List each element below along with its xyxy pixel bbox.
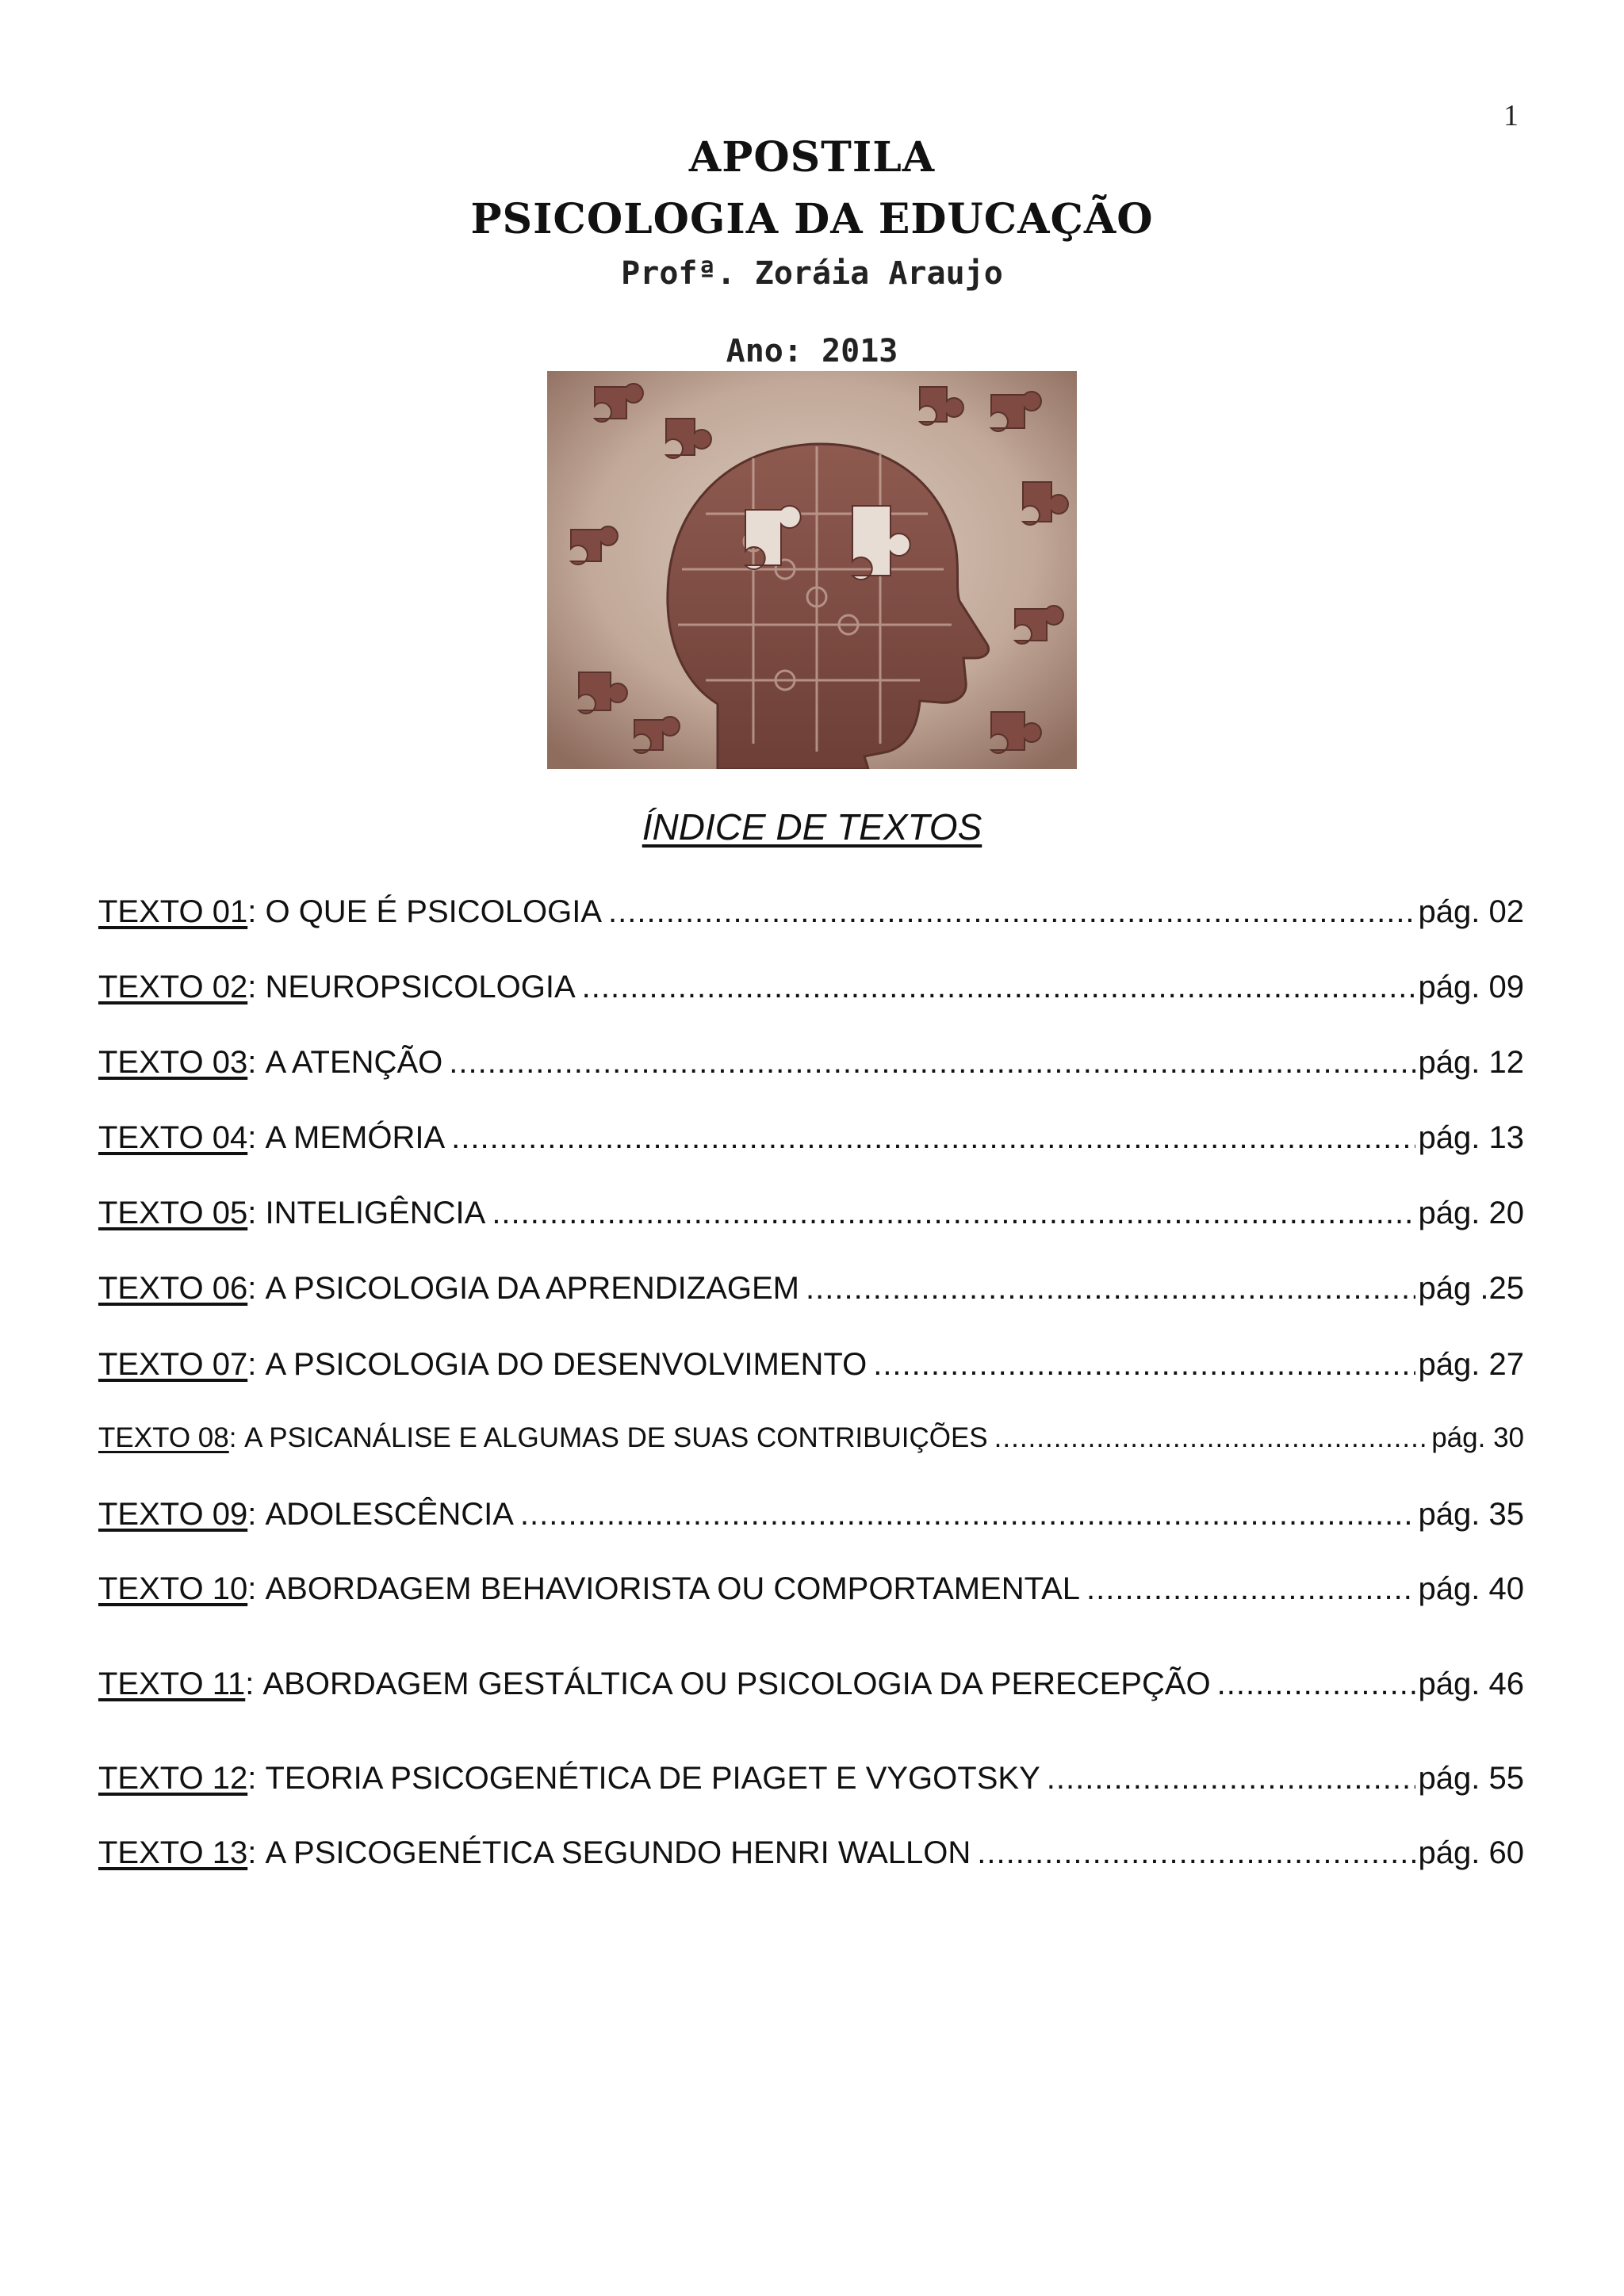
toc-entry-leader-dots [1086,1570,1415,1608]
toc-entry-leader-dots [582,968,1415,1006]
toc-entry-leader-dots [1217,1665,1415,1703]
toc-entry[interactable] [98,1665,1524,1703]
toc-entry-page: pág. 20 [1418,1196,1524,1230]
toc-entry-leader-dots [806,1269,1415,1307]
toc-entry-code[interactable]: TEXTO 10 [98,1571,248,1606]
toc-entry-separator: : [247,1120,266,1155]
toc-entry-separator: : [228,1422,245,1453]
toc-entry-leader-dots [873,1345,1415,1383]
toc-entry[interactable] [98,1119,1524,1157]
toc-entry-separator: : [247,1347,266,1382]
toc-entry[interactable] [98,968,1524,1006]
toc-entry-code[interactable]: TEXTO 04 [98,1120,248,1155]
toc-entry-page: pág. 40 [1418,1571,1524,1606]
toc-entry[interactable] [98,1194,1524,1232]
toc-entry-title: NEUROPSICOLOGIA [265,970,576,1004]
toc-entry-code[interactable]: TEXTO 05 [98,1196,248,1230]
toc-entry-page: pág. 27 [1418,1347,1524,1382]
toc-entry-page: pág. 35 [1418,1497,1524,1532]
toc-entry-code[interactable]: TEXTO 08 [98,1422,229,1453]
toc-entry-separator: : [247,1761,266,1796]
toc-entry-page: pág. 12 [1418,1045,1524,1080]
toc-entry-separator: : [247,1497,266,1532]
toc-entry-title: A ATENÇÃO [265,1045,443,1080]
toc-entry-separator: : [247,970,266,1004]
toc-entry-leader-dots [994,1422,1429,1455]
toc-entry-title: TEORIA PSICOGENÉTICA DE PIAGET E VYGOTSKY [265,1761,1040,1796]
toc-entry-code[interactable]: TEXTO 13 [98,1835,248,1870]
toc-entry-leader-dots [492,1194,1415,1232]
document-subtitle: PSICOLOGIA DA EDUCAÇÃO [470,195,1154,243]
toc-entry-page: pág. 09 [1418,970,1524,1004]
toc-entry-separator: : [247,1571,266,1606]
toc-entry-leader-dots [977,1834,1415,1872]
toc-entry-code[interactable]: TEXTO 07 [98,1347,248,1382]
toc-entry-title: ADOLESCÊNCIA [265,1497,514,1532]
toc-entry-leader-dots [608,893,1415,931]
toc-entry-code[interactable]: TEXTO 03 [98,1045,248,1080]
toc-entry-code[interactable]: TEXTO 11 [98,1667,246,1701]
document-title: APOSTILA [688,133,936,182]
toc-entry-title: A MEMÓRIA [265,1120,446,1155]
toc-entry-title: ABORDAGEM GESTÁLTICA OU PSICOLOGIA DA PERECEPÇÃO [262,1667,1211,1701]
toc-entry[interactable] [98,1570,1524,1608]
toc-entry-title: A PSICOLOGIA DA APRENDIZAGEM [265,1271,800,1306]
toc-entry[interactable] [98,1495,1524,1533]
toc-entry-code[interactable]: TEXTO 06 [98,1271,248,1306]
toc-entry-title: INTELIGÊNCIA [265,1196,486,1230]
toc-entry-leader-dots [449,1043,1415,1081]
toc-entry-title: A PSICANÁLISE E ALGUMAS DE SUAS CONTRIBUIÇÕES [244,1422,988,1453]
toc-entry[interactable] [98,893,1524,931]
toc-entry-title: O QUE É PSICOLOGIA [265,894,603,929]
toc-entry[interactable] [98,1269,1524,1307]
toc-entry-code[interactable]: TEXTO 09 [98,1497,248,1532]
toc-entry-title: A PSICOLOGIA DO DESENVOLVIMENTO [265,1347,868,1382]
toc-entry-code[interactable]: TEXTO 12 [98,1761,248,1796]
toc-entry-separator: : [247,1045,266,1080]
toc-entry-page: pág. 30 [1431,1422,1524,1453]
toc-entry-page: pág. 46 [1418,1667,1524,1701]
toc-entry-page: pág. 13 [1418,1120,1524,1155]
author-name: Profª. Zoráia Araujo [621,255,1003,292]
toc-entry-page: pág. 02 [1418,894,1524,929]
toc-entry[interactable] [98,1759,1524,1797]
toc-entry-separator: : [245,1667,263,1701]
toc-entry-page: pág .25 [1418,1271,1524,1306]
toc-entry-title: A PSICOGENÉTICA SEGUNDO HENRI WALLON [265,1835,971,1870]
toc-entry-separator: : [247,894,266,929]
toc-entry-leader-dots [451,1119,1415,1157]
page-number: 1 [1503,99,1519,132]
toc-entry-code[interactable]: TEXTO 01 [98,894,248,929]
toc-entry-separator: : [247,1835,266,1870]
head-puzzle-image [547,371,1077,769]
toc-entry-page: pág. 60 [1418,1835,1524,1870]
toc-entry-leader-dots [1047,1759,1415,1797]
toc-entry-page: pág. 55 [1418,1761,1524,1796]
document-year: Ano: 2013 [726,333,898,369]
toc-entry[interactable] [98,1043,1524,1081]
toc-entry-separator: : [247,1196,266,1230]
toc-entry-separator: : [247,1271,266,1306]
toc-entry-code[interactable]: TEXTO 02 [98,970,248,1004]
toc-entry-title: ABORDAGEM BEHAVIORISTA OU COMPORTAMENTAL [265,1571,1081,1606]
toc-entry[interactable] [98,1345,1524,1383]
index-title: ÍNDICE DE TEXTOS [642,806,982,848]
toc-entry-leader-dots [520,1495,1415,1533]
toc-entry[interactable] [98,1834,1524,1872]
toc-entry[interactable] [98,1422,1524,1455]
